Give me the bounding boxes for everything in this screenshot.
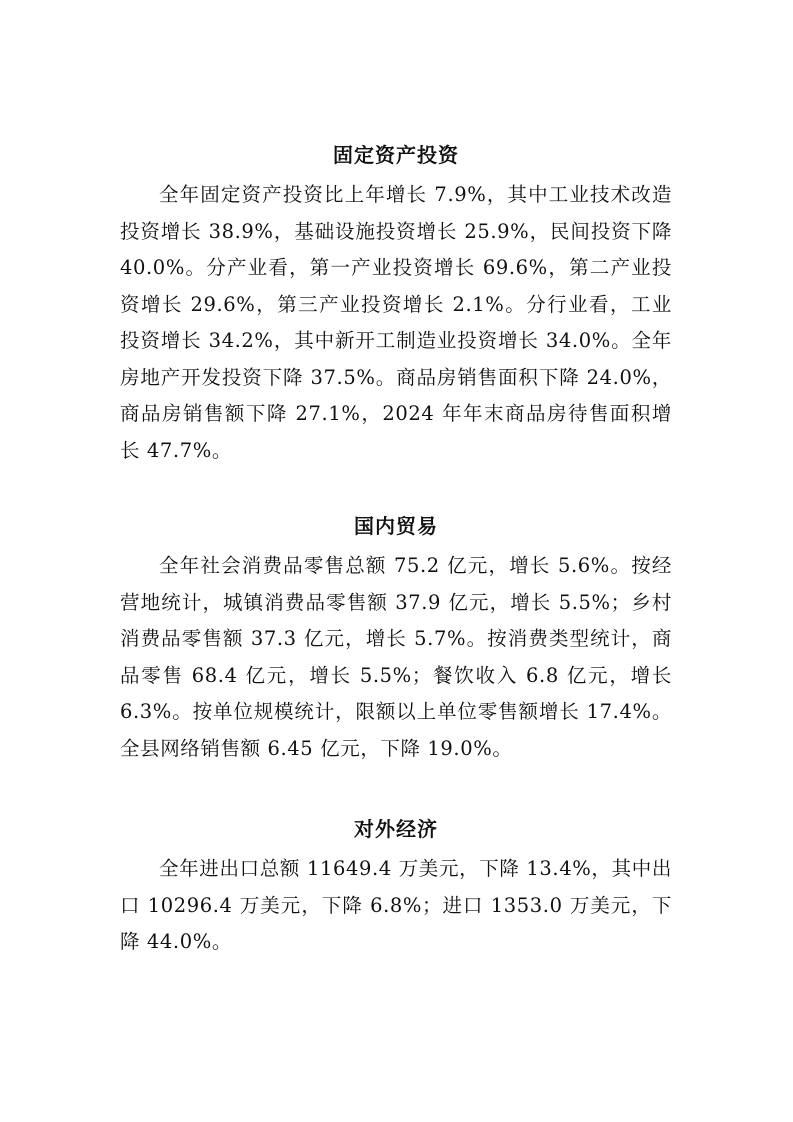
- section-heading: 国内贸易: [354, 514, 438, 538]
- section-foreign-economy: [120, 815, 672, 961]
- section-domestic-trade: [120, 512, 672, 767]
- section-paragraph: 全年社会消费品零售总额 75.2 亿元，增长 5.6%。按经营地统计，城镇消费品零售额 37.9 亿元，增长 5.5%；乡村消费品零售额 37.3 亿元，增长 5.7%。按消费类型统计，商品零售 68.4 亿元，增长 5.5%；餐饮收入 6.8 亿元，增长 6.3%。按单位规模统计，限额以上单位零售额增长 17.4%。全县网络销售额 6.45 亿元，下降 19.0%。: [120, 554, 672, 760]
- section-heading: 对外经济: [354, 817, 438, 841]
- section-fixed-asset-investment: [120, 141, 672, 469]
- section-paragraph: 全年固定资产投资比上年增长 7.9%，其中工业技术改造投资增长 38.9%，基础设施投资增长 25.9%，民间投资下降 40.0%。分产业看，第一产业投资增长 69.6%，第二产业投资增长 29.6%，第三产业投资增长 2.1%。分行业看，工业投资增长 34.2%，其中新开工制造业投资增长 34.0%。全年房地产开发投资下降 37.5%。商品房销售面积下降 24.0%，商品房销售额下降 27.1%，2024 年年末商品房待售面积增长 47.7%。: [120, 183, 672, 462]
- section-paragraph: 全年进出口总额 11649.4 万美元，下降 13.4%，其中出口 10296.4 万美元，下降 6.8%；进口 1353.0 万美元，下降 44.0%。: [120, 857, 672, 953]
- section-heading: 固定资产投资: [333, 143, 459, 167]
